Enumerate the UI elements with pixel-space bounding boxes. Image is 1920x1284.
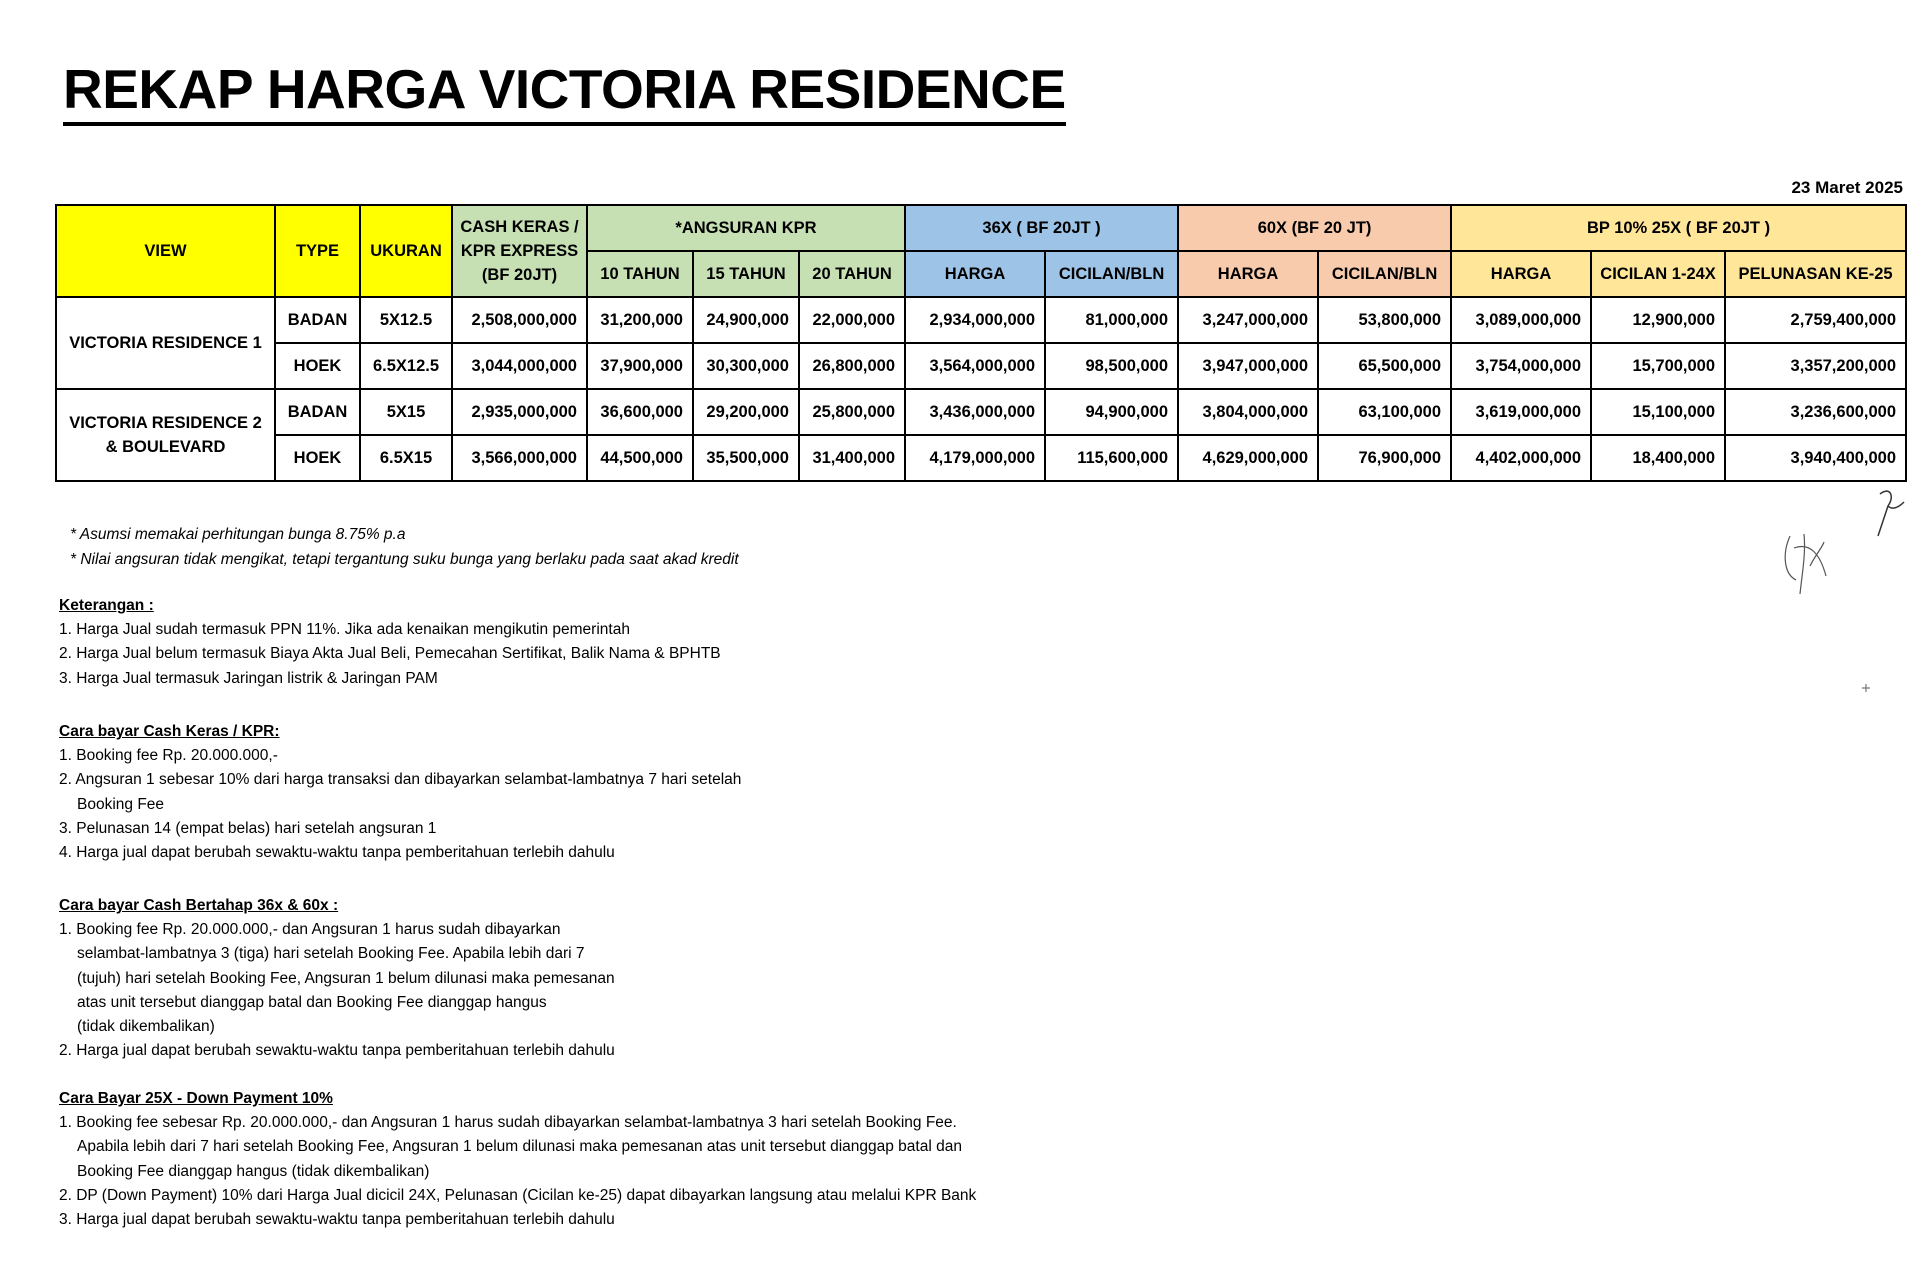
section-list: [59, 918, 615, 1063]
ukuran-cell: 5X12.5: [360, 297, 452, 343]
list-item: (tujuh) hari setelah Booking Fee, Angsuran 1 belum dilunasi maka pemesanan: [77, 969, 615, 987]
section-title: Cara bayar Cash Keras / KPR:: [59, 723, 280, 740]
section-title: Cara bayar Cash Bertahap 36x & 60x :: [59, 897, 339, 914]
pelunasan-bp-cell: 2,759,400,000: [1725, 297, 1906, 343]
pelunasan-bp-cell: 3,940,400,000: [1725, 435, 1906, 481]
table-row: [56, 435, 1906, 481]
type-cell: BADAN: [275, 297, 360, 343]
list-item: 4. Harga jual dapat berubah sewaktu-waktu tanpa pemberitahuan terlebih dahulu: [59, 844, 615, 862]
header-cash-line: CASH KERAS /: [460, 218, 579, 236]
note-line: * Nilai angsuran tidak mengikat, tetapi tergantung suku bunga yang berlaku pada saat akad kredit: [70, 551, 739, 568]
harga-bp-cell: 3,089,000,000: [1451, 297, 1591, 343]
list-item: 1. Booking fee Rp. 20.000.000,- dan Angsuran 1 harus sudah dibayarkan: [59, 921, 561, 939]
list-item: 1. Harga Jual sudah termasuk PPN 11%. Jika ada kenaikan mengikutin pemerintah: [59, 621, 630, 639]
harga-36x-cell: 3,436,000,000: [905, 389, 1045, 435]
kpr-15-cell: 30,300,000: [693, 343, 799, 389]
type-cell: BADAN: [275, 389, 360, 435]
header-type: TYPE: [275, 205, 360, 297]
list-item: Booking Fee: [77, 795, 165, 813]
header-harga-bp: HARGA: [1451, 251, 1591, 297]
header-20-tahun: 20 TAHUN: [799, 251, 905, 297]
cicilan-60x-cell: 63,100,000: [1318, 389, 1451, 435]
header-pelunasan-bp: PELUNASAN KE-25: [1725, 251, 1906, 297]
kpr-10-cell: 31,200,000: [587, 297, 693, 343]
cicilan-60x-cell: 53,800,000: [1318, 297, 1451, 343]
harga-bp-cell: 4,402,000,000: [1451, 435, 1591, 481]
header-36x: 36X ( BF 20JT ): [905, 205, 1178, 251]
cash-cell: 2,935,000,000: [452, 389, 587, 435]
header-bp-25x: BP 10% 25X ( BF 20JT ): [1451, 205, 1906, 251]
pelunasan-bp-cell: 3,357,200,000: [1725, 343, 1906, 389]
section-list: [59, 1111, 976, 1232]
signature-mark: [1770, 484, 1920, 614]
list-item: 3. Pelunasan 14 (empat belas) hari setelah angsuran 1: [59, 819, 437, 837]
header-cash-line: (BF 20JT): [481, 266, 558, 284]
header-cash-line: KPR EXPRESS: [460, 242, 579, 260]
section-title: Keterangan :: [59, 597, 154, 614]
header-cicilan-36x: CICILAN/BLN: [1045, 251, 1178, 297]
header-ukuran: UKURAN: [360, 205, 452, 297]
header-cash-keras: [452, 205, 587, 297]
header-harga-60x: HARGA: [1178, 251, 1318, 297]
cicilan-36x-cell: 98,500,000: [1045, 343, 1178, 389]
list-item: 2. Harga jual dapat berubah sewaktu-waktu tanpa pemberitahuan terlebih dahulu: [59, 1042, 615, 1060]
kpr-20-cell: 25,800,000: [799, 389, 905, 435]
list-item: 2. Harga Jual belum termasuk Biaya Akta Jual Beli, Pemecahan Sertifikat, Balik Nama & BPHTB: [59, 645, 721, 663]
harga-bp-cell: 3,754,000,000: [1451, 343, 1591, 389]
kpr-10-cell: 37,900,000: [587, 343, 693, 389]
list-item: atas unit tersebut dianggap batal dan Booking Fee dianggap hangus: [77, 993, 547, 1011]
harga-60x-cell: 3,947,000,000: [1178, 343, 1318, 389]
header-15-tahun: 15 TAHUN: [693, 251, 799, 297]
cicilan-bp-cell: 18,400,000: [1591, 435, 1725, 481]
table-row: [56, 389, 1906, 435]
view-cell: VICTORIA RESIDENCE 1: [56, 297, 275, 389]
header-60x: 60X (BF 20 JT): [1178, 205, 1451, 251]
section-list: [59, 618, 721, 691]
kpr-15-cell: 24,900,000: [693, 297, 799, 343]
ukuran-cell: 6.5X12.5: [360, 343, 452, 389]
scan-speck-icon: [1860, 682, 1872, 694]
cicilan-bp-cell: 15,700,000: [1591, 343, 1725, 389]
kpr-20-cell: 31,400,000: [799, 435, 905, 481]
cara-bayar-kpr-section: [59, 720, 741, 865]
date-label: 23 Maret 2025: [1791, 178, 1903, 197]
harga-60x-cell: 3,804,000,000: [1178, 389, 1318, 435]
table-row: [56, 297, 1906, 343]
view-cell: VICTORIA RESIDENCE 2 & BOULEVARD: [56, 389, 275, 481]
kpr-20-cell: 22,000,000: [799, 297, 905, 343]
harga-bp-cell: 3,619,000,000: [1451, 389, 1591, 435]
kpr-15-cell: 29,200,000: [693, 389, 799, 435]
cicilan-36x-cell: 94,900,000: [1045, 389, 1178, 435]
table-row: [56, 343, 1906, 389]
pelunasan-bp-cell: 3,236,600,000: [1725, 389, 1906, 435]
harga-36x-cell: 4,179,000,000: [905, 435, 1045, 481]
harga-60x-cell: 4,629,000,000: [1178, 435, 1318, 481]
list-item: Booking Fee dianggap hangus (tidak dikembalikan): [77, 1162, 430, 1180]
cicilan-bp-cell: 12,900,000: [1591, 297, 1725, 343]
header-cicilan-bp: CICILAN 1-24X: [1591, 251, 1725, 297]
cicilan-60x-cell: 76,900,000: [1318, 435, 1451, 481]
cara-bayar-25x-section: [59, 1087, 976, 1232]
cara-bayar-bertahap-section: [59, 894, 615, 1063]
kpr-20-cell: 26,800,000: [799, 343, 905, 389]
section-list: [59, 744, 741, 865]
header-view: VIEW: [56, 205, 275, 297]
cicilan-36x-cell: 81,000,000: [1045, 297, 1178, 343]
cash-cell: 3,044,000,000: [452, 343, 587, 389]
header-harga-36x: HARGA: [905, 251, 1045, 297]
harga-60x-cell: 3,247,000,000: [1178, 297, 1318, 343]
cash-cell: 3,566,000,000: [452, 435, 587, 481]
header-row-1: [56, 205, 1906, 251]
page-title: REKAP HARGA VICTORIA RESIDENCE: [63, 58, 1066, 126]
list-item: (tidak dikembalikan): [77, 1018, 215, 1036]
list-item: 2. DP (Down Payment) 10% dari Harga Jual dicicil 24X, Pelunasan (Cicilan ke-25) dapat dibayarkan langsung atau melalui KPR Bank: [59, 1186, 977, 1204]
list-item: selambat-lambatnya 3 (tiga) hari setelah Booking Fee. Apabila lebih dari 7: [77, 945, 585, 963]
header-cicilan-60x: CICILAN/BLN: [1318, 251, 1451, 297]
assumption-notes: [70, 522, 739, 572]
kpr-10-cell: 44,500,000: [587, 435, 693, 481]
ukuran-cell: 5X15: [360, 389, 452, 435]
price-table: [55, 204, 1907, 482]
kpr-10-cell: 36,600,000: [587, 389, 693, 435]
list-item: Apabila lebih dari 7 hari setelah Booking Fee, Angsuran 1 belum dilunasi maka pemesanan atas unit tersebut dianggap batal dan: [77, 1138, 962, 1156]
header-10-tahun: 10 TAHUN: [587, 251, 693, 297]
type-cell: HOEK: [275, 343, 360, 389]
list-item: 1. Booking fee sebesar Rp. 20.000.000,- dan Angsuran 1 harus sudah dibayarkan selambat-lambatnya 3 hari setelah Booking Fee.: [59, 1114, 957, 1132]
list-item: 3. Harga Jual termasuk Jaringan listrik & Jaringan PAM: [59, 669, 438, 687]
cicilan-60x-cell: 65,500,000: [1318, 343, 1451, 389]
header-angsuran-kpr: *ANGSURAN KPR: [587, 205, 905, 251]
list-item: 2. Angsuran 1 sebesar 10% dari harga transaksi dan dibayarkan selambat-lambatnya 7 hari setelah: [59, 771, 742, 789]
section-title: Cara Bayar 25X - Down Payment 10%: [59, 1090, 333, 1107]
ukuran-cell: 6.5X15: [360, 435, 452, 481]
type-cell: HOEK: [275, 435, 360, 481]
note-line: * Asumsi memakai perhitungan bunga 8.75% p.a: [70, 526, 406, 543]
cicilan-bp-cell: 15,100,000: [1591, 389, 1725, 435]
kpr-15-cell: 35,500,000: [693, 435, 799, 481]
list-item: 3. Harga jual dapat berubah sewaktu-waktu tanpa pemberitahuan terlebih dahulu: [59, 1211, 615, 1229]
harga-36x-cell: 3,564,000,000: [905, 343, 1045, 389]
list-item: 1. Booking fee Rp. 20.000.000,-: [59, 747, 278, 765]
harga-36x-cell: 2,934,000,000: [905, 297, 1045, 343]
keterangan-section: [59, 594, 721, 691]
cicilan-36x-cell: 115,600,000: [1045, 435, 1178, 481]
cash-cell: 2,508,000,000: [452, 297, 587, 343]
